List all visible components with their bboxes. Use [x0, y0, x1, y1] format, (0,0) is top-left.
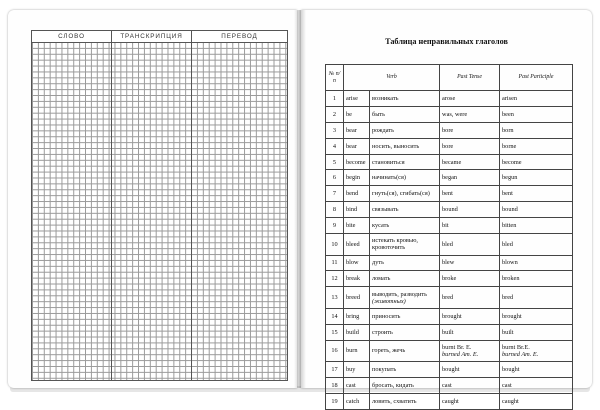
verb-english: [344, 287, 370, 309]
past-tense: [440, 271, 500, 287]
table-row: [326, 255, 573, 271]
past-participle-text: bitten: [502, 222, 517, 230]
right-page: [301, 10, 592, 405]
past-participle-text: bred: [502, 294, 514, 302]
verb-russian-text: гореть, жечь: [372, 347, 406, 355]
column-header-word: СЛОВО: [58, 33, 85, 40]
past-tense-text: began: [442, 174, 458, 182]
header-past-tense: Past Tense: [440, 65, 500, 91]
past-tense: [440, 122, 500, 138]
verb-english-text: bleed: [346, 240, 360, 248]
grid-header: [32, 31, 287, 43]
verb-russian-text: становиться: [372, 158, 405, 166]
verb-russian-text: бросать, кидать: [372, 381, 414, 389]
verb-english-text: bite: [346, 222, 356, 230]
verb-english: [344, 122, 370, 138]
verb-english-text: catch: [346, 397, 360, 405]
verb-russian-text: строить: [372, 328, 393, 336]
past-tense-text: was, were: [442, 110, 468, 118]
table-row: [326, 91, 573, 107]
past-participle: [500, 106, 573, 122]
row-number-text: 7: [332, 190, 337, 198]
verb-russian: [370, 340, 440, 362]
row-number: [326, 106, 344, 122]
table-row: [326, 340, 573, 362]
row-number-text: 15: [331, 328, 338, 336]
past-participle-text: bought: [502, 366, 520, 374]
past-tense: [440, 106, 500, 122]
verb-english: [344, 255, 370, 271]
past-tense: [440, 362, 500, 378]
past-tense-text: blew: [442, 259, 455, 267]
row-number-text: 17: [331, 366, 338, 374]
row-number-text: 13: [331, 294, 338, 302]
verb-russian: [370, 393, 440, 409]
past-tense-text: cast: [442, 381, 452, 389]
past-participle: [500, 308, 573, 324]
past-participle-text: been: [502, 110, 514, 118]
verb-english-text: bind: [346, 206, 358, 214]
verb-russian-note: (животных): [372, 297, 406, 305]
verb-russian: [370, 255, 440, 271]
table-row: [326, 154, 573, 170]
verb-russian-text: рождать: [372, 126, 394, 134]
verb-english-text: breed: [346, 294, 360, 302]
table-row: [326, 308, 573, 324]
row-number: [326, 324, 344, 340]
verb-english: [344, 308, 370, 324]
past-tense: [440, 154, 500, 170]
past-participle: [500, 271, 573, 287]
verb-english: [344, 362, 370, 378]
row-number: [326, 287, 344, 309]
row-number: [326, 255, 344, 271]
verb-english-text: cast: [346, 381, 356, 389]
past-tense-text: brought: [442, 312, 462, 320]
past-participle: [500, 340, 573, 362]
past-tense: [440, 170, 500, 186]
past-participle: [500, 91, 573, 107]
table-row: [326, 362, 573, 378]
row-number: [326, 186, 344, 202]
row-number: [326, 154, 344, 170]
verb-english-text: blow: [346, 259, 359, 267]
header-num: № п/п: [326, 65, 344, 91]
verb-english: [344, 91, 370, 107]
row-number-text: 18: [331, 381, 338, 389]
row-number: [326, 393, 344, 409]
past-participle: [500, 234, 573, 256]
row-number: [326, 362, 344, 378]
verb-english-text: bear: [346, 126, 357, 134]
past-participle: [500, 186, 573, 202]
row-number-text: 9: [332, 222, 337, 230]
verb-russian-text: связывать: [372, 206, 399, 214]
table-row: [326, 271, 573, 287]
past-participle-text: brought: [502, 312, 522, 320]
verb-english-text: become: [346, 158, 366, 166]
verb-russian-text: приносить: [372, 312, 401, 320]
verb-english-text: break: [346, 275, 360, 283]
verb-english: [344, 186, 370, 202]
past-participle-text: arisen: [502, 94, 518, 102]
past-tense: [440, 138, 500, 154]
table-row: [326, 324, 573, 340]
verb-russian-text: возникать: [372, 94, 399, 102]
verb-english-text: begin: [346, 174, 360, 182]
row-number-text: 3: [332, 126, 337, 134]
irregular-verbs-table: [325, 64, 573, 410]
past-participle-text: become: [502, 158, 522, 166]
verb-russian: [370, 308, 440, 324]
verb-russian-text: истекать кровью, кровоточить: [372, 237, 418, 252]
past-tense-text: bled: [442, 240, 453, 248]
past-participle: [500, 393, 573, 409]
verb-english: [344, 202, 370, 218]
past-participle: [500, 122, 573, 138]
row-number: [326, 138, 344, 154]
table-header-row: [326, 65, 573, 91]
past-tense: [440, 377, 500, 393]
past-tense-text: built: [442, 328, 454, 336]
past-tense: [440, 340, 500, 362]
past-participle: [500, 377, 573, 393]
verb-russian: [370, 234, 440, 256]
past-participle: [500, 202, 573, 218]
past-participle: [500, 138, 573, 154]
verb-english: [344, 218, 370, 234]
past-tense: [440, 287, 500, 309]
past-participle-text: broken: [502, 275, 520, 283]
row-number-text: 19: [331, 397, 338, 405]
past-tense: [440, 255, 500, 271]
verb-russian: [370, 154, 440, 170]
row-number: [326, 271, 344, 287]
table-row: [326, 234, 573, 256]
verb-russian: [370, 91, 440, 107]
past-tense-alt: burned Am. E.: [442, 350, 479, 358]
spine-fold: [294, 10, 306, 388]
verb-english-text: burn: [346, 347, 358, 355]
row-number-text: 10: [331, 240, 338, 248]
past-tense: [440, 186, 500, 202]
page-title: Таблица неправильных глаголов: [385, 37, 508, 46]
past-participle-text: borne: [502, 142, 517, 150]
verb-russian: [370, 170, 440, 186]
past-participle-text: bound: [502, 206, 518, 214]
past-tense: [440, 202, 500, 218]
verb-russian: [370, 106, 440, 122]
verb-russian-text: ломать: [372, 275, 391, 283]
past-participle: [500, 218, 573, 234]
table-row: [326, 287, 573, 309]
verb-english-text: bring: [346, 312, 360, 320]
table-row: [326, 186, 573, 202]
verb-russian-text: быть: [372, 110, 386, 118]
verb-russian: [370, 122, 440, 138]
verb-russian: [370, 377, 440, 393]
verb-russian: [370, 271, 440, 287]
past-tense-text: bore: [442, 142, 454, 150]
column-divider: [191, 31, 192, 380]
row-number: [326, 377, 344, 393]
past-participle: [500, 170, 573, 186]
row-number-text: 6: [332, 174, 337, 182]
row-number-text: 14: [331, 312, 338, 320]
past-tense: [440, 218, 500, 234]
verb-english: [344, 234, 370, 256]
past-tense-text: bent: [442, 190, 453, 198]
table-row: [326, 377, 573, 393]
past-participle: [500, 287, 573, 309]
row-number-text: 2: [332, 110, 337, 118]
past-participle: [500, 362, 573, 378]
verb-russian: [370, 287, 440, 309]
row-number: [326, 91, 344, 107]
past-tense-text: burnt Br. E.: [442, 343, 472, 351]
past-participle-text: caught: [502, 397, 519, 405]
past-tense-text: bore: [442, 126, 454, 134]
column-header-translation: ПЕРЕВОД: [191, 31, 287, 42]
header-verb: Verb: [344, 65, 440, 91]
verb-russian: [370, 138, 440, 154]
row-number-text: 12: [331, 275, 338, 283]
past-tense: [440, 324, 500, 340]
verb-english-text: build: [346, 328, 359, 336]
row-number-text: 5: [332, 158, 337, 166]
past-participle: [500, 324, 573, 340]
past-participle-text: begun: [502, 174, 518, 182]
column-divider: [111, 31, 112, 380]
past-tense: [440, 308, 500, 324]
verb-russian: [370, 186, 440, 202]
verb-russian-text: дуть: [372, 259, 384, 267]
row-number-text: 1: [332, 94, 337, 102]
past-tense-text: bred: [442, 294, 454, 302]
table-row: [326, 393, 573, 409]
verb-english-text: buy: [346, 366, 356, 374]
verb-english-text: be: [346, 110, 352, 118]
row-number: [326, 122, 344, 138]
verb-english: [344, 271, 370, 287]
past-participle-text: burnt Br.E.: [502, 343, 530, 351]
verb-english: [344, 324, 370, 340]
row-number-text: 16: [331, 347, 338, 355]
past-participle-text: bent: [502, 190, 513, 198]
table-row: [326, 218, 573, 234]
table-row: [326, 122, 573, 138]
verb-russian-text: носить, выносить: [372, 142, 420, 150]
verb-english: [344, 393, 370, 409]
verb-english-text: arise: [346, 94, 358, 102]
verb-russian-text: выводить, разводить: [372, 290, 427, 298]
past-participle: [500, 154, 573, 170]
table-row: [326, 106, 573, 122]
row-number: [326, 234, 344, 256]
past-tense-text: caught: [442, 397, 459, 405]
past-tense-text: became: [442, 158, 462, 166]
verb-russian-text: кусать: [372, 222, 390, 230]
verb-russian-text: начинать(ся): [372, 174, 406, 182]
table-row: [326, 202, 573, 218]
verb-english-text: bear: [346, 142, 357, 150]
row-number-text: 4: [332, 142, 337, 150]
past-participle-text: born: [502, 126, 514, 134]
row-number: [326, 170, 344, 186]
verb-russian: [370, 362, 440, 378]
verb-russian: [370, 218, 440, 234]
verb-english-text: bend: [346, 190, 359, 198]
table-row: [326, 170, 573, 186]
left-page: [8, 10, 297, 388]
past-tense-text: bound: [442, 206, 458, 214]
verb-russian-text: ловить, схватить: [372, 397, 417, 405]
header-past-participle: Past Participle: [500, 65, 573, 91]
verb-russian-text: гнуть(ся), сгибать(ся): [372, 190, 430, 198]
verb-english: [344, 106, 370, 122]
row-number-text: 8: [332, 206, 337, 214]
verb-english: [344, 170, 370, 186]
past-participle-text: cast: [502, 381, 512, 389]
grid-paper: [31, 30, 288, 381]
row-number: [326, 218, 344, 234]
past-tense: [440, 234, 500, 256]
past-participle-text: bled: [502, 240, 513, 248]
verb-english: [344, 377, 370, 393]
verb-english: [344, 138, 370, 154]
past-participle-text: built: [502, 328, 514, 336]
row-number: [326, 202, 344, 218]
verb-russian: [370, 324, 440, 340]
table-row: [326, 138, 573, 154]
past-tense-text: bought: [442, 366, 460, 374]
column-header-transcription: ТРАНСКРИПЦИЯ: [111, 31, 191, 42]
verb-english: [344, 154, 370, 170]
verb-russian-text: покупать: [372, 366, 397, 374]
row-number: [326, 308, 344, 324]
row-number-text: 11: [331, 259, 338, 267]
verb-english: [344, 340, 370, 362]
past-participle: [500, 255, 573, 271]
past-tense-text: arose: [442, 94, 456, 102]
past-tense: [440, 393, 500, 409]
past-participle-text: blown: [502, 259, 518, 267]
past-tense-text: bit: [442, 222, 449, 230]
past-tense-text: broke: [442, 275, 457, 283]
past-participle-alt: burned Am. E.: [502, 350, 539, 358]
past-tense: [440, 91, 500, 107]
verb-russian: [370, 202, 440, 218]
row-number: [326, 340, 344, 362]
